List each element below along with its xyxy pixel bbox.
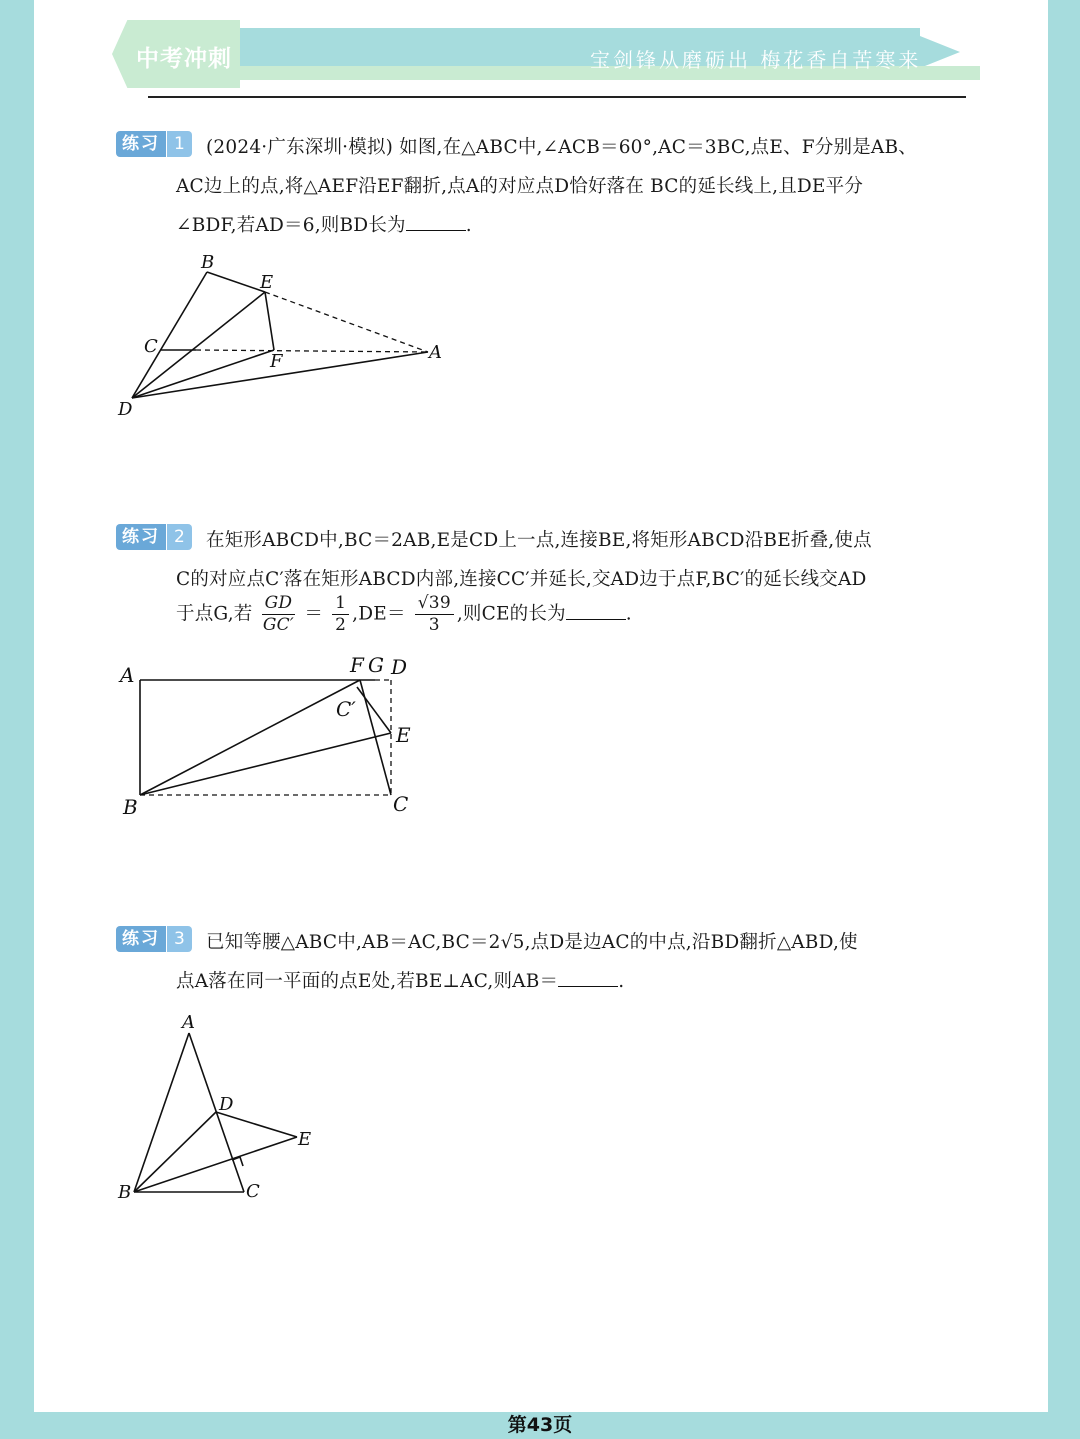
point-label: C′	[336, 697, 356, 721]
problem-text: ,DE＝	[352, 603, 406, 625]
badge-number: 2	[167, 524, 192, 550]
point-label: E	[298, 1129, 312, 1150]
header-tab-text: 中考冲刺	[136, 46, 232, 72]
badge-label: 练习	[116, 926, 166, 952]
badge-number: 1	[167, 131, 192, 157]
badge-label: 练习	[116, 524, 166, 550]
fraction-sqrt39-3: $\frac{√39}{3}$	[415, 595, 454, 634]
problem-text: 点A落在同一平面的点E处,若BE⊥AC,则AB＝	[176, 971, 559, 992]
problem-text-line: C的对应点C′落在矩形ABCD内部,连接CC′并延长,交AD边于点F,BC′的延长线交AD	[176, 569, 867, 590]
period: .	[465, 215, 472, 236]
period: .	[625, 603, 632, 625]
point-label: C	[144, 336, 158, 357]
point-label: A	[182, 1012, 195, 1033]
problem-text-line: 已知等腰△ABC中,AB＝AC,BC＝2√5,点D是边AC的中点,沿BD翻折△ABD,使	[206, 932, 858, 953]
point-label: B	[118, 1182, 132, 1203]
point-label: C	[393, 792, 409, 816]
point-label: B	[123, 795, 138, 819]
point-label: D	[118, 399, 133, 420]
header-motto: 宝剑锋从磨砺出 梅花香自苦寒来	[590, 48, 922, 72]
problem-text-line: 在矩形ABCD中,BC＝2AB,E是CD上一点,连接BE,将矩形ABCD沿BE折叠,使点	[206, 530, 872, 551]
equals: ＝	[304, 603, 324, 625]
page-number: 第43页	[507, 1414, 573, 1436]
fraction-gd-gc: $\frac{GD}{GC'}$	[262, 593, 294, 635]
point-label: A	[120, 663, 135, 687]
problem-text: 于点G,若	[176, 603, 253, 625]
point-label: D	[219, 1094, 234, 1115]
point-label: C	[246, 1181, 260, 1202]
point-label: E	[260, 272, 274, 293]
problem-text: ,则CE的长为	[456, 603, 566, 625]
point-label: A	[429, 342, 442, 363]
point-label: G	[368, 653, 384, 677]
point-label: F	[270, 351, 283, 372]
problem-text: ∠BDF,若AD＝6,则BD长为	[176, 215, 406, 236]
badge-number: 3	[167, 926, 192, 952]
period: .	[618, 971, 625, 992]
point-label: F	[350, 653, 364, 677]
point-label: E	[396, 723, 411, 747]
badge-label: 练习	[116, 131, 166, 157]
point-label: D	[391, 655, 408, 679]
point-label: B	[201, 252, 215, 273]
problem-text-line: AC边上的点,将△AEF沿EF翻折,点A的对应点D恰好落在 BC的延长线上,且DE平分	[176, 176, 864, 197]
fraction-one-half: $\frac{1}{2}$	[332, 595, 349, 634]
problem-text-line: (2024·广东深圳·模拟) 如图,在△ABC中,∠ACB＝60°,AC＝3BC,点E、F分别是AB、	[206, 137, 917, 158]
